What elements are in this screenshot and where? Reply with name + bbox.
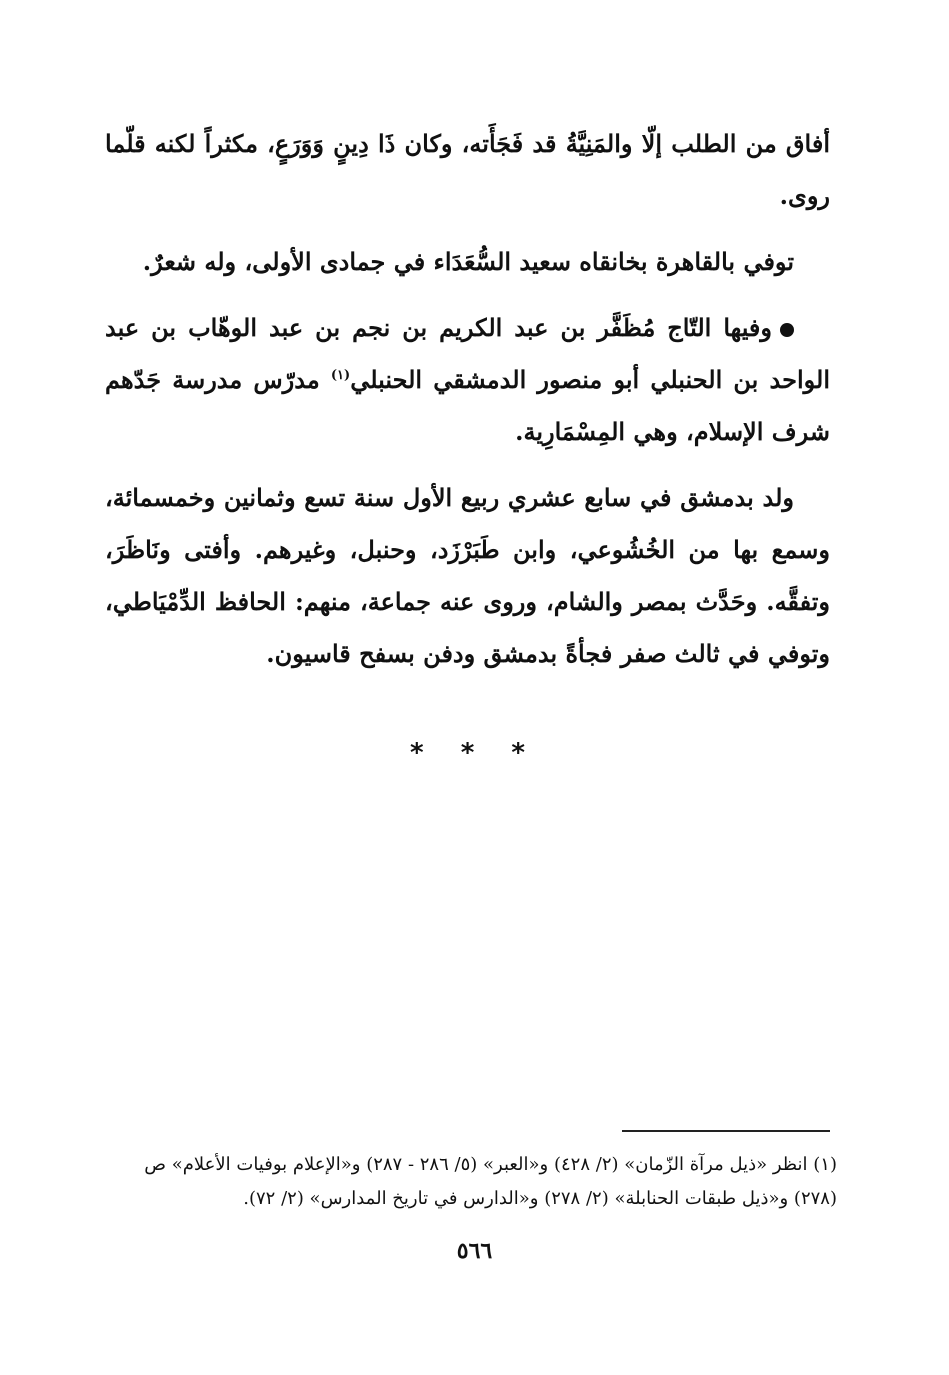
page-number: ٥٦٦ xyxy=(456,1238,493,1264)
paragraph-1: أفاق من الطلب إلّا والمَنِيَّةُ قد فَجَأَته، وكان ذَا دِينٍ وَوَرَعٍ، مكثراً لكنه قلّما روى. xyxy=(105,129,830,210)
footnote-reference[interactable]: (١) xyxy=(330,368,351,383)
footnote-1: (١) انظر «ذيل مرآة الزّمان» (٢/ ٤٢٨) و«العبر» (٥/ ٢٨٦ - ٢٨٧) و«الإعلام بوفيات الأعلام» ص (٢٧٨) و«ذيل طبقات الحنابلة» (٢/ ٢٧٨) و«الدارس في تاريخ المدارس» (٢/ ٧٢). xyxy=(144,1154,837,1209)
paragraph-2: توفي بالقاهرة بخانقاه سعيد السُّعَدَاء في جمادى الأولى، وله شعرٌ. xyxy=(142,247,794,276)
footnote-divider xyxy=(622,1130,830,1132)
bullet-dot-icon xyxy=(780,323,794,337)
paragraph-3-text-before-ref: وفيها التّاج مُظَفَّر بن عبد الكريم بن نجم بن عبد الوهّاب بن عبد الواحد بن الحنبلي أبو منصور الدمشقي الحنبلي xyxy=(105,313,830,394)
section-separator: * * * xyxy=(410,738,539,768)
paragraph-4: ولد بدمشق في سابع عشري ربيع الأول سنة تسع وثمانين وخمسمائة، وسمع بها من الخُشُوعي، وابن طَبَرْزَد، وحنبل، وغيرهم. وأفتى ونَاظَرَ، وتفقَّه. وحَدَّث بمصر والشام، وروى عنه جماعة، منهم: الحافظ الدِّمْيَاطي، وتوفي في ثالث صفر فجأةً بدمشق ودفن بسفح قاسيون. xyxy=(105,483,831,668)
main-text xyxy=(105,118,830,694)
paragraph-3-text-after-ref: مدرّس مدرسة جَدّهم شرف الإسلام، وهي المِسْمَارِية. xyxy=(105,365,830,446)
paragraph-3 xyxy=(105,302,830,458)
footnotes xyxy=(125,1148,837,1216)
